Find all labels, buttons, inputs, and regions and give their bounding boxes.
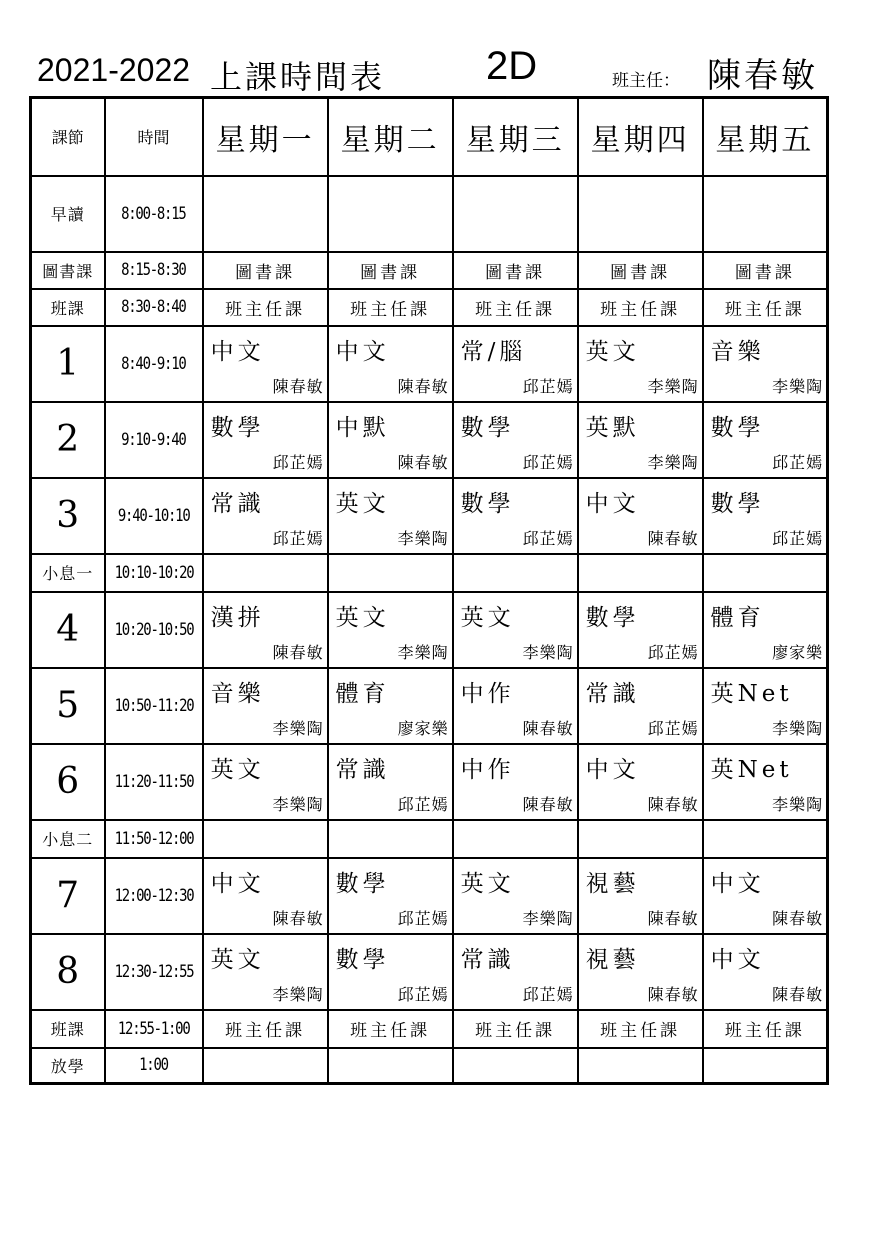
teacher-name: 邱芷嫣 [397, 908, 449, 928]
timetable-body [31, 98, 828, 1084]
teacher-name: 陳春敏 [272, 908, 324, 928]
teacher-name: 邱芷嫣 [647, 718, 699, 738]
period-time-text: 8:40-9:10 [121, 353, 186, 374]
lesson-cell-fri [703, 326, 828, 402]
lesson-cell-mon [203, 402, 328, 478]
empty-cell-wed [453, 820, 578, 858]
period-time [105, 668, 203, 744]
class-name: 2D [486, 44, 538, 88]
period-label: 放學 [31, 1048, 105, 1084]
period-time [105, 176, 203, 252]
subject-name: 中作 [460, 680, 515, 707]
subject-name: 英文 [335, 490, 390, 517]
lesson-cell-thu [578, 326, 703, 402]
period-time [105, 289, 203, 326]
activity-cell-mon: 圖書課 [203, 252, 328, 289]
timetable [29, 96, 829, 1085]
empty-cell-tue [328, 554, 453, 592]
lesson-cell-thu [578, 858, 703, 934]
lesson-cell-mon [203, 934, 328, 1010]
subject-name: 常識 [585, 680, 640, 707]
subject-name: 數學 [710, 414, 765, 441]
teacher-name: 李樂陶 [397, 642, 449, 662]
lesson-cell-wed [453, 668, 578, 744]
lesson-cell-fri [703, 858, 828, 934]
lesson-cell-wed [453, 592, 578, 668]
subject-name: 中文 [210, 870, 265, 897]
lesson-cell-thu [578, 592, 703, 668]
period-time-text: 8:00-8:15 [121, 203, 186, 224]
subject-name: 英文 [335, 604, 390, 631]
activity-cell-wed: 班主任課 [453, 289, 578, 326]
subject-name: 數學 [335, 870, 390, 897]
row-class-period-pm [31, 1010, 828, 1048]
lesson-cell-thu [578, 402, 703, 478]
lesson-cell-tue [328, 744, 453, 820]
time-column-header: 時間 [105, 98, 203, 176]
subject-name: 視藝 [585, 946, 640, 973]
subject-name: 英文 [210, 756, 265, 783]
subject-name: 中默 [335, 414, 390, 441]
teacher-name: 李樂陶 [772, 794, 824, 814]
empty-cell-tue [328, 820, 453, 858]
subject-name: 中文 [710, 946, 765, 973]
class-teacher-label: 班主任： [612, 71, 680, 91]
teacher-name: 陳春敏 [647, 984, 699, 1004]
row-break2 [31, 820, 828, 858]
period-label: 小息一 [31, 554, 105, 592]
period-time-text: 8:15-8:30 [121, 260, 186, 280]
lesson-cell-tue [328, 934, 453, 1010]
period-label: 班課 [31, 289, 105, 326]
subject-name: 體育 [335, 680, 390, 707]
activity-cell-mon: 班主任課 [203, 1010, 328, 1048]
timetable-header [0, 44, 874, 94]
lesson-cell-fri [703, 934, 828, 1010]
day-header-fri: 星期五 [703, 98, 828, 176]
header-row [31, 98, 828, 176]
teacher-name: 李樂陶 [647, 452, 699, 472]
subject-name: 音樂 [710, 338, 765, 365]
period-time-text: 12:55-1:00 [117, 1018, 190, 1039]
lesson-cell-thu [578, 744, 703, 820]
empty-cell-tue [328, 1048, 453, 1084]
period-time [105, 934, 203, 1010]
teacher-name: 邱芷嫣 [522, 452, 574, 472]
subject-name: 數學 [335, 946, 390, 973]
subject-name: 數學 [460, 414, 515, 441]
period-time-text: 8:30-8:40 [121, 297, 186, 317]
lesson-cell-mon [203, 592, 328, 668]
class-teacher-name: 陳春敏 [707, 56, 818, 96]
subject-name: 數學 [210, 414, 265, 441]
empty-cell-fri [703, 176, 828, 252]
subject-name: 中文 [585, 756, 640, 783]
empty-cell-wed [453, 1048, 578, 1084]
subject-name: 常/腦 [460, 338, 527, 365]
subject-name: 常識 [210, 490, 265, 517]
lesson-cell-mon [203, 668, 328, 744]
teacher-name: 邱芷嫣 [272, 452, 324, 472]
lesson-cell-mon [203, 326, 328, 402]
period-time [105, 478, 203, 554]
activity-cell-fri: 班主任課 [703, 289, 828, 326]
lesson-cell-mon [203, 478, 328, 554]
teacher-name: 陳春敏 [522, 794, 574, 814]
row-p2 [31, 402, 828, 478]
lesson-cell-tue [328, 326, 453, 402]
period-label: 2 [31, 402, 105, 478]
teacher-name: 陳春敏 [272, 642, 324, 662]
teacher-name: 邱芷嫣 [522, 528, 574, 548]
lesson-cell-thu [578, 668, 703, 744]
lesson-cell-mon [203, 744, 328, 820]
period-column-header: 課節 [31, 98, 105, 176]
period-time-text: 11:50-12:00 [114, 828, 193, 849]
subject-name: 英文 [585, 338, 640, 365]
period-time [105, 858, 203, 934]
activity-cell-mon: 班主任課 [203, 289, 328, 326]
teacher-name: 李樂陶 [397, 528, 449, 548]
period-time [105, 820, 203, 858]
empty-cell-thu [578, 1048, 703, 1084]
period-time-text: 12:00-12:30 [114, 885, 193, 906]
subject-name: 英Net [710, 680, 793, 707]
teacher-name: 邱芷嫣 [522, 984, 574, 1004]
teacher-name: 陳春敏 [397, 376, 449, 396]
empty-cell-wed [453, 554, 578, 592]
lesson-cell-tue [328, 478, 453, 554]
lesson-cell-wed [453, 402, 578, 478]
activity-cell-wed: 班主任課 [453, 1010, 578, 1048]
period-label: 5 [31, 668, 105, 744]
lesson-cell-fri [703, 668, 828, 744]
lesson-cell-fri [703, 478, 828, 554]
teacher-name: 廖家樂 [397, 718, 449, 738]
period-time-text: 9:40-10:10 [117, 505, 190, 526]
lesson-cell-wed [453, 478, 578, 554]
row-break1 [31, 554, 828, 592]
activity-cell-tue: 班主任課 [328, 1010, 453, 1048]
period-time [105, 592, 203, 668]
teacher-name: 李樂陶 [772, 376, 824, 396]
period-label: 小息二 [31, 820, 105, 858]
row-morning-reading [31, 176, 828, 252]
teacher-name: 邱芷嫣 [522, 376, 574, 396]
lesson-cell-wed [453, 744, 578, 820]
subject-name: 中文 [335, 338, 390, 365]
teacher-name: 陳春敏 [272, 376, 324, 396]
empty-cell-fri [703, 554, 828, 592]
teacher-name: 廖家樂 [772, 642, 824, 662]
row-library [31, 252, 828, 289]
period-time [105, 1048, 203, 1084]
activity-cell-tue: 班主任課 [328, 289, 453, 326]
period-label: 4 [31, 592, 105, 668]
activity-cell-fri: 班主任課 [703, 1010, 828, 1048]
subject-name: 英默 [585, 414, 640, 441]
subject-name: 中文 [710, 870, 765, 897]
subject-name: 常識 [335, 756, 390, 783]
period-time [105, 554, 203, 592]
activity-cell-wed: 圖書課 [453, 252, 578, 289]
subject-name: 視藝 [585, 870, 640, 897]
empty-cell-mon [203, 176, 328, 252]
teacher-name: 李樂陶 [272, 794, 324, 814]
activity-cell-thu: 圖書課 [578, 252, 703, 289]
empty-cell-fri [703, 820, 828, 858]
subject-name: 中文 [210, 338, 265, 365]
teacher-name: 李樂陶 [272, 984, 324, 1004]
row-p4 [31, 592, 828, 668]
subject-name: 英Net [710, 756, 793, 783]
timetable-title: 上課時間表 [210, 58, 386, 96]
empty-cell-thu [578, 554, 703, 592]
period-time-text: 12:30-12:55 [114, 961, 193, 982]
school-year: 2021-2022 [37, 52, 191, 88]
empty-cell-wed [453, 176, 578, 252]
empty-cell-mon [203, 1048, 328, 1084]
period-label: 早讀 [31, 176, 105, 252]
lesson-cell-mon [203, 858, 328, 934]
period-time [105, 252, 203, 289]
teacher-name: 邱芷嫣 [772, 528, 824, 548]
lesson-cell-tue [328, 402, 453, 478]
row-class-period-am [31, 289, 828, 326]
teacher-name: 李樂陶 [272, 718, 324, 738]
activity-cell-thu: 班主任課 [578, 1010, 703, 1048]
subject-name: 常識 [460, 946, 515, 973]
period-time [105, 402, 203, 478]
subject-name: 數學 [460, 490, 515, 517]
empty-cell-thu [578, 176, 703, 252]
subject-name: 體育 [710, 604, 765, 631]
activity-cell-fri: 圖書課 [703, 252, 828, 289]
row-p7 [31, 858, 828, 934]
empty-cell-thu [578, 820, 703, 858]
period-label: 6 [31, 744, 105, 820]
period-label: 1 [31, 326, 105, 402]
empty-cell-mon [203, 820, 328, 858]
lesson-cell-wed [453, 934, 578, 1010]
subject-name: 中文 [585, 490, 640, 517]
period-time [105, 326, 203, 402]
period-time-text: 10:10-10:20 [114, 562, 193, 583]
period-time-text: 10:20-10:50 [114, 619, 193, 640]
subject-name: 數學 [585, 604, 640, 631]
period-label: 3 [31, 478, 105, 554]
teacher-name: 陳春敏 [772, 908, 824, 928]
subject-name: 英文 [460, 604, 515, 631]
teacher-name: 邱芷嫣 [772, 452, 824, 472]
activity-cell-tue: 圖書課 [328, 252, 453, 289]
subject-name: 數學 [710, 490, 765, 517]
period-time-text: 9:10-9:40 [121, 429, 186, 450]
teacher-name: 陳春敏 [647, 908, 699, 928]
teacher-name: 邱芷嫣 [397, 984, 449, 1004]
lesson-cell-tue [328, 668, 453, 744]
teacher-name: 李樂陶 [522, 642, 574, 662]
teacher-name: 陳春敏 [647, 794, 699, 814]
lesson-cell-wed [453, 326, 578, 402]
period-time [105, 744, 203, 820]
period-time-text: 1:00 [139, 1055, 168, 1076]
teacher-name: 陳春敏 [397, 452, 449, 472]
lesson-cell-thu [578, 478, 703, 554]
day-header-thu: 星期四 [578, 98, 703, 176]
subject-name: 中作 [460, 756, 515, 783]
teacher-name: 李樂陶 [522, 908, 574, 928]
day-header-mon: 星期一 [203, 98, 328, 176]
day-header-wed: 星期三 [453, 98, 578, 176]
row-p1 [31, 326, 828, 402]
teacher-name: 陳春敏 [647, 528, 699, 548]
row-p8 [31, 934, 828, 1010]
empty-cell-tue [328, 176, 453, 252]
period-label: 圖書課 [31, 252, 105, 289]
period-label: 7 [31, 858, 105, 934]
period-time [105, 1010, 203, 1048]
lesson-cell-tue [328, 592, 453, 668]
empty-cell-mon [203, 554, 328, 592]
day-header-tue: 星期二 [328, 98, 453, 176]
period-time-text: 11:20-11:50 [114, 771, 193, 792]
row-p5 [31, 668, 828, 744]
row-p6 [31, 744, 828, 820]
lesson-cell-thu [578, 934, 703, 1010]
subject-name: 漢拼 [210, 604, 265, 631]
lesson-cell-tue [328, 858, 453, 934]
teacher-name: 邱芷嫣 [397, 794, 449, 814]
period-label: 班課 [31, 1010, 105, 1048]
row-p3 [31, 478, 828, 554]
teacher-name: 李樂陶 [647, 376, 699, 396]
subject-name: 英文 [460, 870, 515, 897]
row-dismissal [31, 1048, 828, 1084]
subject-name: 音樂 [210, 680, 265, 707]
activity-cell-thu: 班主任課 [578, 289, 703, 326]
subject-name: 英文 [210, 946, 265, 973]
teacher-name: 邱芷嫣 [647, 642, 699, 662]
lesson-cell-wed [453, 858, 578, 934]
teacher-name: 邱芷嫣 [272, 528, 324, 548]
teacher-name: 李樂陶 [772, 718, 824, 738]
empty-cell-fri [703, 1048, 828, 1084]
period-label: 8 [31, 934, 105, 1010]
lesson-cell-fri [703, 402, 828, 478]
teacher-name: 陳春敏 [522, 718, 574, 738]
period-time-text: 10:50-11:20 [114, 695, 193, 716]
teacher-name: 陳春敏 [772, 984, 824, 1004]
lesson-cell-fri [703, 592, 828, 668]
lesson-cell-fri [703, 744, 828, 820]
